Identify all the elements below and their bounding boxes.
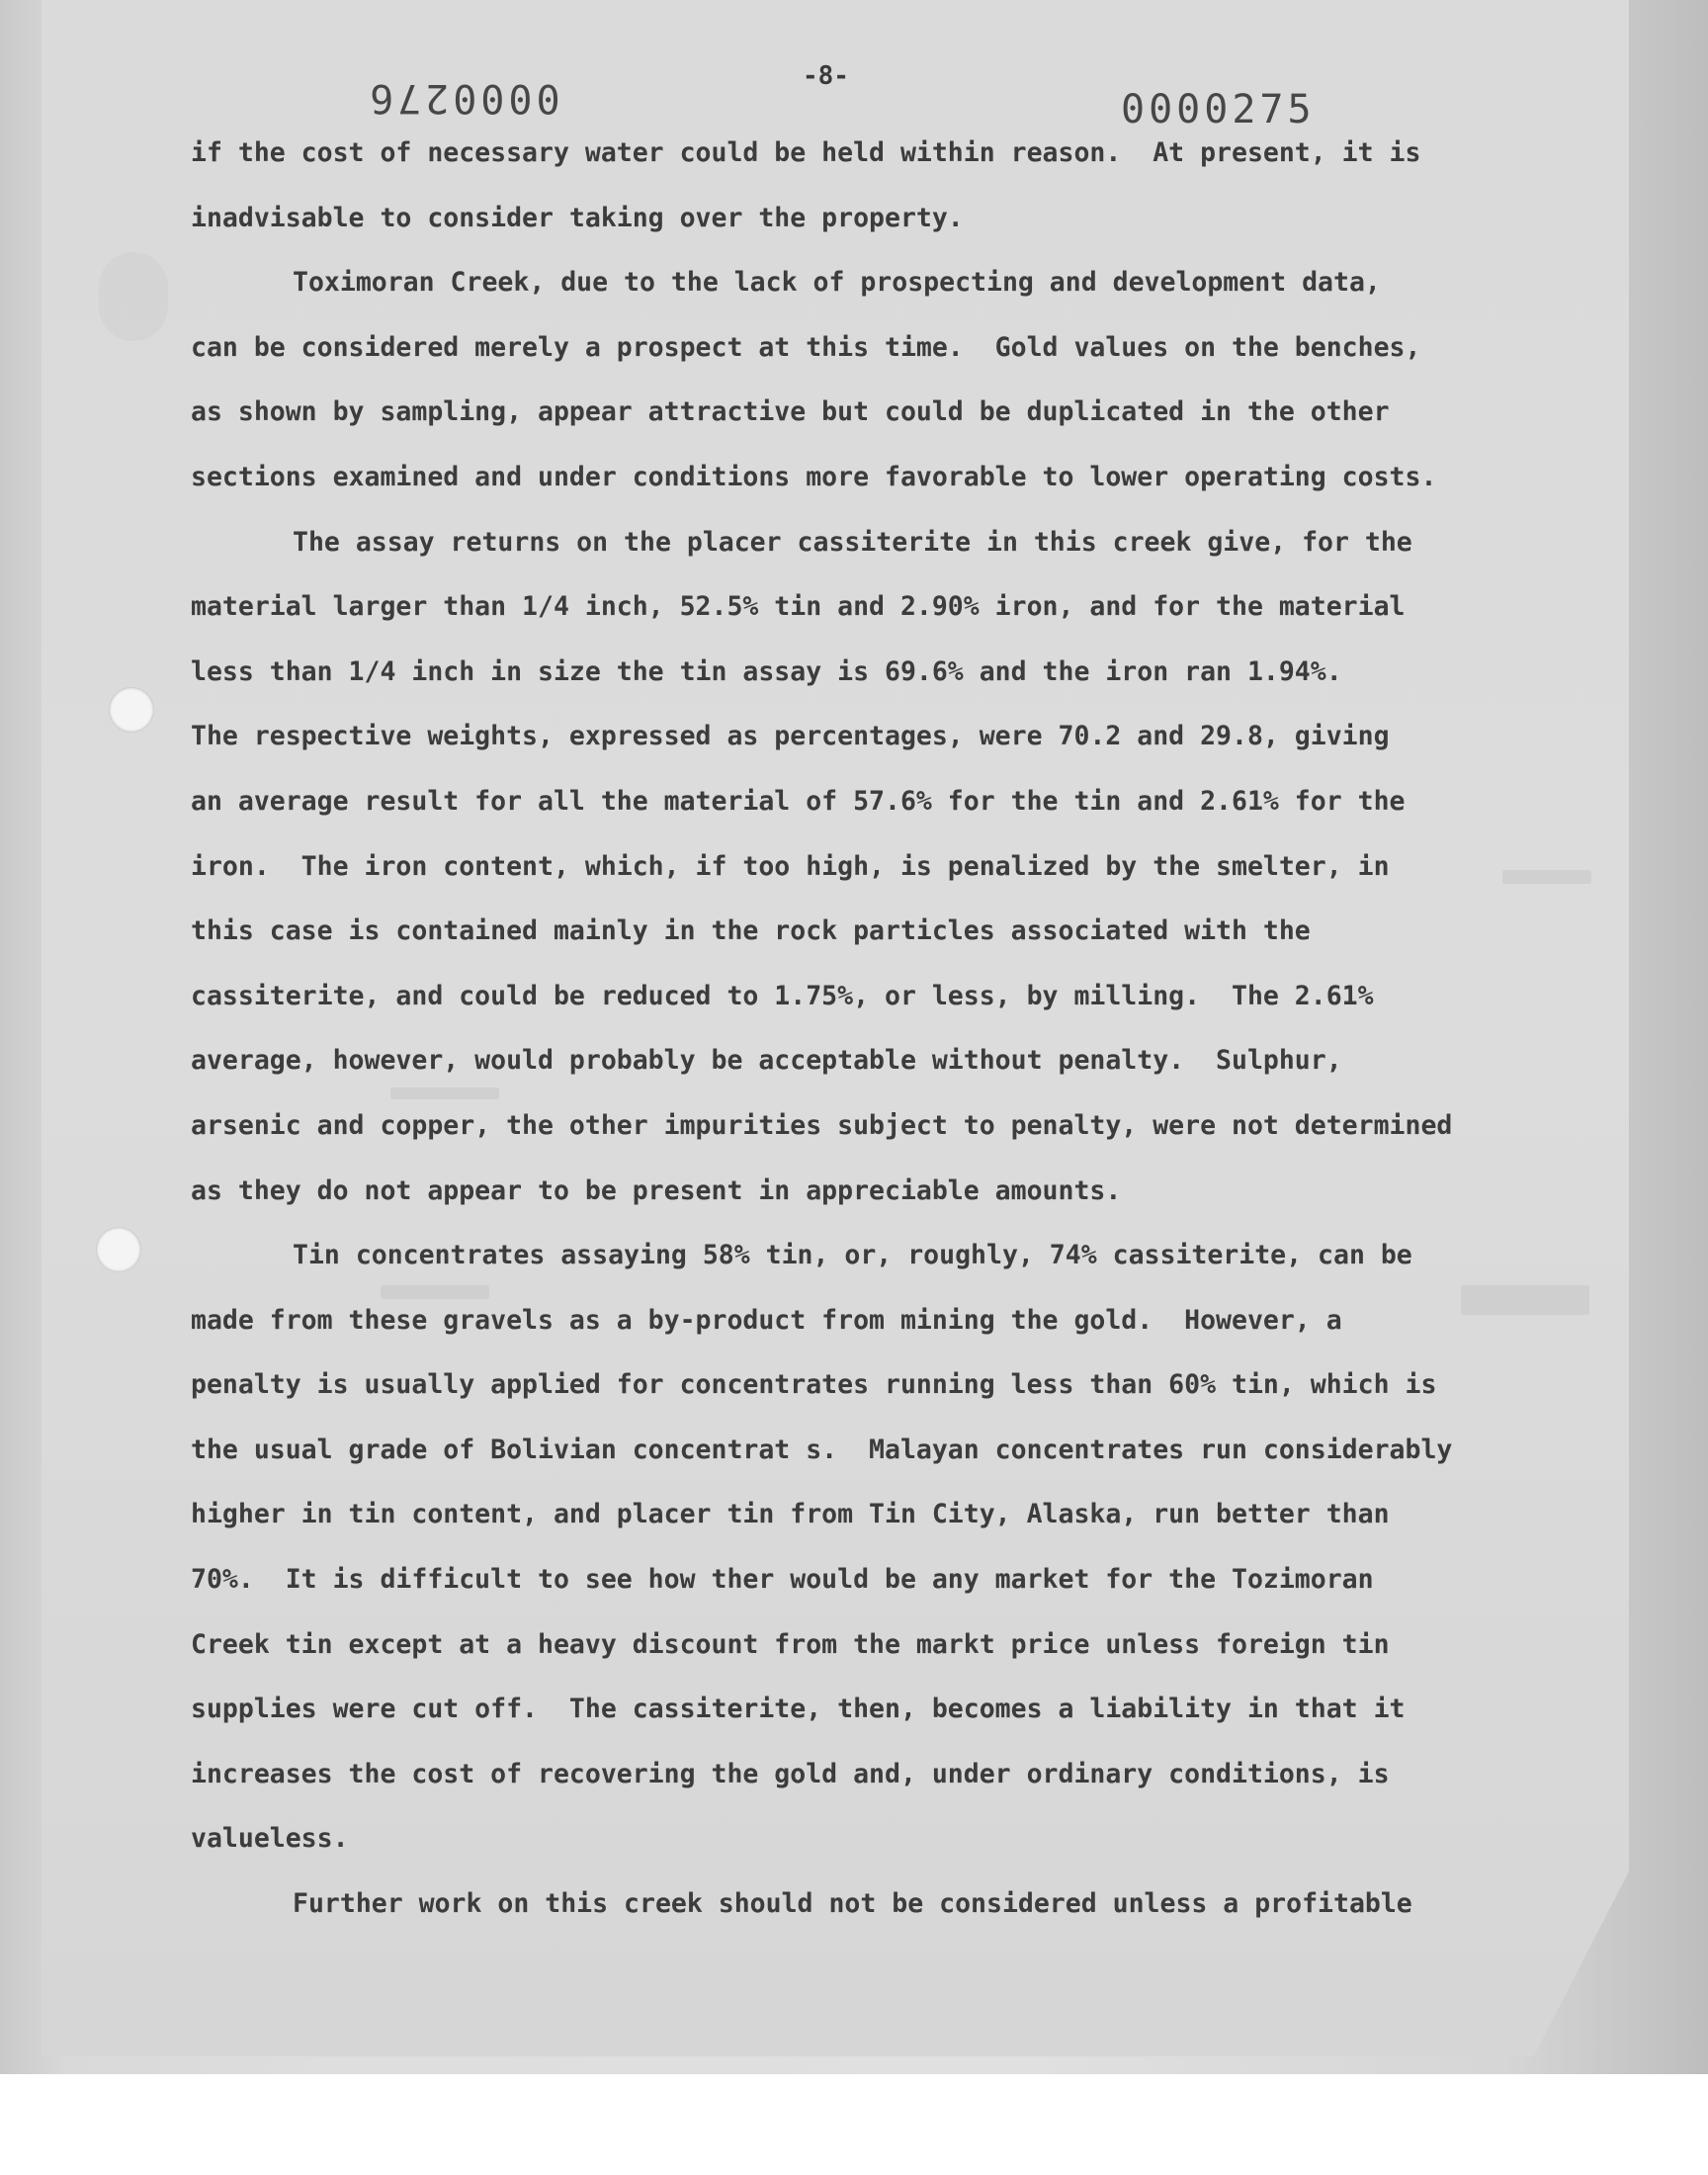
text-line: higher in tin content, and placer tin from Tin City, Alaska, run better than [191, 1499, 1390, 1530]
text-line: 70%. It is difficult to see how ther would be any market for the Tozimoran [191, 1564, 1374, 1596]
punch-hole [109, 687, 154, 733]
text-line: Toximoran Creek, due to the lack of prospecting and development data, [293, 267, 1381, 299]
text-line: average, however, would probably be acceptable without penalty. Sulphur, [191, 1045, 1342, 1077]
scan-smudge [99, 252, 168, 341]
text-line: valueless. [191, 1823, 349, 1855]
text-line: penalty is usually applied for concentrates running less than 60% tin, which is [191, 1369, 1437, 1401]
text-line: an average result for all the material of 57.6% for the tin and 2.61% for the [191, 785, 1406, 817]
text-line: increases the cost of recovering the gold and, under ordinary conditions, is [191, 1758, 1390, 1789]
text-line: Creek tin except at a heavy discount from the markt price unless foreign tin [191, 1628, 1390, 1660]
punch-hole [96, 1227, 141, 1272]
text-line: less than 1/4 inch in size the tin assay is 69.6% and the iron ran 1.94%. [191, 655, 1342, 687]
text-line: iron. The iron content, which, if too high, is penalized by the smelter, in [191, 850, 1390, 882]
paragraph [191, 1223, 1525, 1871]
paragraph [191, 250, 1525, 509]
text-line: as shown by sampling, appear attractive but could be duplicated in the other [191, 396, 1390, 428]
text-line: Further work on this creek should not be considered unless a profitable [293, 1888, 1412, 1920]
text-line: supplies were cut off. The cassiterite, then, becomes a liability in that it [191, 1694, 1406, 1725]
paragraph [191, 1871, 1525, 1937]
document-control-stamp: 0000276 [366, 75, 560, 121]
text-line: this case is contained mainly in the rock particles associated with the [191, 915, 1311, 947]
text-line: if the cost of necessary water could be held within reason. At present, it is [191, 137, 1421, 168]
document-control-stamp: 0000275 [1121, 87, 1316, 132]
text-line: The respective weights, expressed as percentages, were 70.2 and 29.8, giving [191, 721, 1390, 752]
text-line: Tin concentrates assaying 58% tin, or, roughly, 74% cassiterite, can be [293, 1240, 1412, 1271]
text-line: cassiterite, and could be reduced to 1.75%, or less, by milling. The 2.61% [191, 980, 1374, 1011]
paragraph [191, 510, 1525, 1224]
document-body [191, 121, 1525, 1937]
text-line: made from these gravels as a by-product from mining the gold. However, a [191, 1304, 1342, 1336]
text-line: material larger than 1/4 inch, 52.5% tin and 2.90% iron, and for the material [191, 591, 1406, 623]
text-line: the usual grade of Bolivian concentrat s. Malayan concentrates run considerably [191, 1434, 1453, 1465]
text-line: sections examined and under conditions more favorable to lower operating costs. [191, 461, 1437, 492]
text-line: arsenic and copper, the other impurities subject to penalty, were not determined [191, 1109, 1453, 1141]
text-line: The assay returns on the placer cassiterite in this creek give, for the [293, 526, 1412, 558]
text-line: can be considered merely a prospect at this time. Gold values on the benches, [191, 331, 1421, 363]
text-line: inadvisable to consider taking over the property. [191, 202, 964, 233]
text-line: as they do not appear to be present in appreciable amounts. [191, 1174, 1122, 1206]
page-number: -8- [803, 61, 849, 91]
paragraph [191, 121, 1525, 250]
